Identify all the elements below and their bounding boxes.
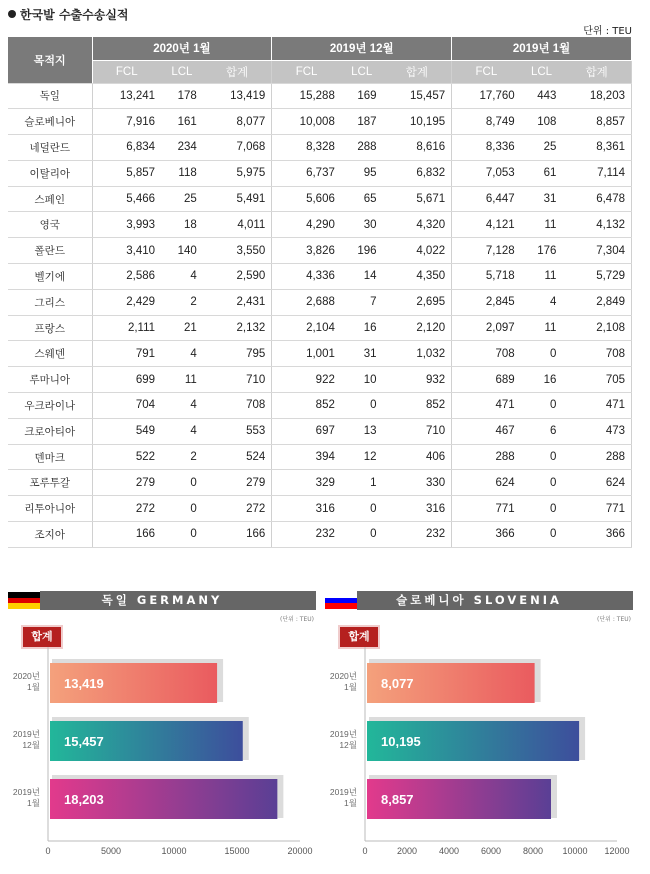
page-title-text: 한국발 수출수송실적 [20, 8, 129, 22]
x-tick-label: 8000 [522, 846, 544, 856]
table-row [8, 418, 632, 444]
value-cell: 61 [521, 160, 563, 186]
value-cell: 16 [341, 315, 383, 341]
value-cell: 2,431 [203, 289, 272, 315]
value-cell: 8,749 [452, 109, 521, 135]
table-row [8, 522, 632, 548]
table-row [8, 135, 632, 161]
value-cell: 5,729 [562, 264, 631, 290]
value-cell: 7,128 [452, 238, 521, 264]
destination-cell: 스웨덴 [8, 341, 92, 367]
value-cell: 4,121 [452, 212, 521, 238]
value-cell: 689 [452, 367, 521, 393]
value-cell: 10 [341, 367, 383, 393]
value-cell: 2 [161, 444, 203, 470]
value-cell: 2,849 [562, 289, 631, 315]
value-cell: 4,022 [383, 238, 452, 264]
value-cell: 161 [161, 109, 203, 135]
value-cell: 2,104 [272, 315, 341, 341]
table-row [8, 444, 632, 470]
export-table [8, 37, 632, 548]
table-row [8, 470, 632, 496]
value-cell: 4 [161, 264, 203, 290]
value-cell: 0 [521, 470, 563, 496]
value-cell: 288 [341, 135, 383, 161]
destination-cell: 슬로베니아 [8, 109, 92, 135]
value-cell: 4,336 [272, 264, 341, 290]
value-cell: 708 [562, 341, 631, 367]
table-row [8, 186, 632, 212]
value-cell: 279 [203, 470, 272, 496]
subheader-row [8, 60, 632, 83]
destination-cell: 독일 [8, 83, 92, 109]
destination-cell: 프랑스 [8, 315, 92, 341]
value-cell: 7,114 [562, 160, 631, 186]
subheader-lcl: LCL [341, 60, 383, 83]
value-cell: 7,304 [562, 238, 631, 264]
value-cell: 18 [161, 212, 203, 238]
value-cell: 0 [341, 496, 383, 522]
value-cell: 0 [521, 444, 563, 470]
x-tick-label: 0 [362, 846, 368, 856]
bar-value-label: 8,857 [381, 792, 414, 807]
x-tick-label: 2000 [396, 846, 418, 856]
category-label: 12월 [22, 740, 40, 750]
table-row [8, 393, 632, 419]
x-tick-label: 15000 [224, 846, 250, 856]
value-cell: 8,616 [383, 135, 452, 161]
value-cell: 4,132 [562, 212, 631, 238]
value-cell: 5,857 [92, 160, 161, 186]
value-cell: 771 [452, 496, 521, 522]
value-cell: 272 [203, 496, 272, 522]
value-cell: 624 [562, 470, 631, 496]
value-cell: 5,671 [383, 186, 452, 212]
value-cell: 795 [203, 341, 272, 367]
value-cell: 366 [452, 522, 521, 548]
total-badge: 합계 [340, 627, 378, 647]
x-tick-label: 4000 [438, 846, 460, 856]
value-cell: 2,120 [383, 315, 452, 341]
value-cell: 394 [272, 444, 341, 470]
x-tick-label: 10000 [562, 846, 588, 856]
subheader-fcl: FCL [272, 60, 341, 83]
value-cell: 11 [521, 212, 563, 238]
value-cell: 704 [92, 393, 161, 419]
value-cell: 330 [383, 470, 452, 496]
dest-header: 목적지 [8, 37, 92, 83]
value-cell: 288 [562, 444, 631, 470]
value-cell: 708 [452, 341, 521, 367]
value-cell: 852 [272, 393, 341, 419]
value-cell: 2,429 [92, 289, 161, 315]
value-cell: 6,447 [452, 186, 521, 212]
value-cell: 8,361 [562, 135, 631, 161]
value-cell: 5,718 [452, 264, 521, 290]
destination-cell: 덴마크 [8, 444, 92, 470]
value-cell: 1,032 [383, 341, 452, 367]
subheader-lcl: LCL [161, 60, 203, 83]
value-cell: 234 [161, 135, 203, 161]
value-cell: 4,350 [383, 264, 452, 290]
period-header: 2020년 1월 [92, 37, 272, 60]
value-cell: 7,053 [452, 160, 521, 186]
value-cell: 30 [341, 212, 383, 238]
table-row [8, 264, 632, 290]
value-cell: 187 [341, 109, 383, 135]
value-cell: 852 [383, 393, 452, 419]
value-cell: 279 [92, 470, 161, 496]
value-cell: 16 [521, 367, 563, 393]
chart-unit: (단위 : TEU) [280, 616, 314, 623]
chart-unit: (단위 : TEU) [597, 616, 631, 623]
period-header: 2019년 1월 [452, 37, 632, 60]
table-row [8, 212, 632, 238]
value-cell: 232 [383, 522, 452, 548]
value-cell: 0 [341, 393, 383, 419]
table-row [8, 496, 632, 522]
x-tick-label: 0 [45, 846, 51, 856]
bar-value-label: 8,077 [381, 676, 414, 691]
value-cell: 710 [383, 418, 452, 444]
value-cell: 21 [161, 315, 203, 341]
value-cell: 95 [341, 160, 383, 186]
value-cell: 178 [161, 83, 203, 109]
value-cell: 2,132 [203, 315, 272, 341]
table-row [8, 160, 632, 186]
chart-title: 슬로베니아 SLOVENIA [325, 591, 633, 610]
value-cell: 329 [272, 470, 341, 496]
chart-title: 독일 GERMANY [8, 591, 316, 610]
value-cell: 2,590 [203, 264, 272, 290]
x-tick-label: 12000 [604, 846, 630, 856]
value-cell: 791 [92, 341, 161, 367]
value-cell: 1,001 [272, 341, 341, 367]
value-cell: 6,834 [92, 135, 161, 161]
bar-value-label: 18,203 [64, 792, 104, 807]
x-tick-label: 6000 [480, 846, 502, 856]
subheader-합계: 합계 [203, 60, 272, 83]
value-cell: 13,419 [203, 83, 272, 109]
value-cell: 8,328 [272, 135, 341, 161]
value-cell: 169 [341, 83, 383, 109]
value-cell: 5,466 [92, 186, 161, 212]
subheader-합계: 합계 [383, 60, 452, 83]
value-cell: 932 [383, 367, 452, 393]
value-cell: 316 [383, 496, 452, 522]
table-row [8, 289, 632, 315]
value-cell: 522 [92, 444, 161, 470]
subheader-lcl: LCL [521, 60, 563, 83]
category-label: 2020년 [329, 671, 357, 681]
value-cell: 2,845 [452, 289, 521, 315]
category-label: 2019년 [12, 729, 40, 739]
value-cell: 0 [161, 496, 203, 522]
value-cell: 4,011 [203, 212, 272, 238]
value-cell: 2,111 [92, 315, 161, 341]
value-cell: 553 [203, 418, 272, 444]
value-cell: 0 [521, 341, 563, 367]
slovenia-panel [325, 591, 633, 871]
destination-cell: 네덜란드 [8, 135, 92, 161]
value-cell: 4 [161, 341, 203, 367]
value-cell: 12 [341, 444, 383, 470]
slovenia-flag-icon [325, 591, 357, 610]
value-cell: 1 [341, 470, 383, 496]
value-cell: 3,410 [92, 238, 161, 264]
value-cell: 2,695 [383, 289, 452, 315]
value-cell: 471 [452, 393, 521, 419]
value-cell: 25 [521, 135, 563, 161]
value-cell: 7,916 [92, 109, 161, 135]
table-row [8, 83, 632, 109]
value-cell: 5,491 [203, 186, 272, 212]
table-body [8, 83, 632, 547]
category-label: 1월 [344, 798, 357, 808]
value-cell: 0 [341, 522, 383, 548]
value-cell: 7 [341, 289, 383, 315]
value-cell: 443 [521, 83, 563, 109]
value-cell: 4 [521, 289, 563, 315]
value-cell: 140 [161, 238, 203, 264]
destination-cell: 조지아 [8, 522, 92, 548]
value-cell: 14 [341, 264, 383, 290]
value-cell: 8,077 [203, 109, 272, 135]
value-cell: 232 [272, 522, 341, 548]
value-cell: 2,108 [562, 315, 631, 341]
value-cell: 6,478 [562, 186, 631, 212]
value-cell: 366 [562, 522, 631, 548]
value-cell: 4 [161, 418, 203, 444]
bullet-icon [8, 10, 16, 18]
value-cell: 316 [272, 496, 341, 522]
destination-cell: 스페인 [8, 186, 92, 212]
destination-cell: 리투아니아 [8, 496, 92, 522]
value-cell: 708 [203, 393, 272, 419]
value-cell: 922 [272, 367, 341, 393]
value-cell: 17,760 [452, 83, 521, 109]
value-cell: 65 [341, 186, 383, 212]
value-cell: 705 [562, 367, 631, 393]
destination-cell: 포루투갈 [8, 470, 92, 496]
value-cell: 0 [521, 496, 563, 522]
value-cell: 771 [562, 496, 631, 522]
value-cell: 697 [272, 418, 341, 444]
unit-label: 단위 : TEU [583, 26, 632, 37]
value-cell: 31 [341, 341, 383, 367]
table-row [8, 367, 632, 393]
value-cell: 524 [203, 444, 272, 470]
value-cell: 473 [562, 418, 631, 444]
value-cell: 11 [521, 264, 563, 290]
table-row [8, 238, 632, 264]
destination-cell: 크로아티아 [8, 418, 92, 444]
germany-panel [8, 591, 316, 871]
destination-cell: 영국 [8, 212, 92, 238]
value-cell: 2,097 [452, 315, 521, 341]
value-cell: 11 [161, 367, 203, 393]
value-cell: 2 [161, 289, 203, 315]
value-cell: 15,457 [383, 83, 452, 109]
value-cell: 467 [452, 418, 521, 444]
category-label: 2020년 [12, 671, 40, 681]
category-label: 1월 [27, 682, 40, 692]
value-cell: 699 [92, 367, 161, 393]
value-cell: 710 [203, 367, 272, 393]
destination-cell: 폴란드 [8, 238, 92, 264]
category-label: 1월 [344, 682, 357, 692]
value-cell: 7,068 [203, 135, 272, 161]
value-cell: 0 [161, 470, 203, 496]
value-cell: 4,320 [383, 212, 452, 238]
subheader-fcl: FCL [92, 60, 161, 83]
value-cell: 15,288 [272, 83, 341, 109]
value-cell: 25 [161, 186, 203, 212]
value-cell: 11 [521, 315, 563, 341]
value-cell: 549 [92, 418, 161, 444]
value-cell: 196 [341, 238, 383, 264]
destination-cell: 우크라이나 [8, 393, 92, 419]
value-cell: 6,737 [272, 160, 341, 186]
value-cell: 6 [521, 418, 563, 444]
value-cell: 3,826 [272, 238, 341, 264]
category-label: 1월 [27, 798, 40, 808]
value-cell: 272 [92, 496, 161, 522]
value-cell: 10,008 [272, 109, 341, 135]
subheader-합계: 합계 [562, 60, 631, 83]
value-cell: 4 [161, 393, 203, 419]
value-cell: 3,550 [203, 238, 272, 264]
value-cell: 8,336 [452, 135, 521, 161]
value-cell: 6,832 [383, 160, 452, 186]
germany-flag-icon [8, 591, 40, 610]
bar-value-label: 15,457 [64, 734, 104, 749]
value-cell: 471 [562, 393, 631, 419]
slovenia-bar-chart [325, 647, 633, 871]
category-label: 2019년 [329, 787, 357, 797]
value-cell: 0 [161, 522, 203, 548]
value-cell: 406 [383, 444, 452, 470]
value-cell: 2,688 [272, 289, 341, 315]
x-tick-label: 5000 [100, 846, 122, 856]
value-cell: 166 [92, 522, 161, 548]
germany-bar-chart [8, 647, 316, 871]
value-cell: 13,241 [92, 83, 161, 109]
value-cell: 10,195 [383, 109, 452, 135]
period-header: 2019년 12월 [272, 37, 452, 60]
value-cell: 166 [203, 522, 272, 548]
x-tick-label: 10000 [161, 846, 187, 856]
page-title [8, 6, 129, 23]
table-row [8, 109, 632, 135]
value-cell: 176 [521, 238, 563, 264]
destination-cell: 루마니아 [8, 367, 92, 393]
destination-cell: 벨기에 [8, 264, 92, 290]
value-cell: 5,606 [272, 186, 341, 212]
value-cell: 8,857 [562, 109, 631, 135]
value-cell: 0 [521, 393, 563, 419]
total-badge: 합계 [23, 627, 61, 647]
bar-value-label: 13,419 [64, 676, 104, 691]
value-cell: 18,203 [562, 83, 631, 109]
value-cell: 4,290 [272, 212, 341, 238]
value-cell: 5,975 [203, 160, 272, 186]
category-label: 12월 [339, 740, 357, 750]
value-cell: 3,993 [92, 212, 161, 238]
value-cell: 0 [521, 522, 563, 548]
value-cell: 118 [161, 160, 203, 186]
value-cell: 2,586 [92, 264, 161, 290]
category-label: 2019년 [12, 787, 40, 797]
destination-cell: 이탈리아 [8, 160, 92, 186]
value-cell: 624 [452, 470, 521, 496]
x-tick-label: 20000 [287, 846, 313, 856]
table-row [8, 315, 632, 341]
value-cell: 31 [521, 186, 563, 212]
bar-value-label: 10,195 [381, 734, 421, 749]
value-cell: 13 [341, 418, 383, 444]
value-cell: 108 [521, 109, 563, 135]
destination-cell: 그리스 [8, 289, 92, 315]
category-label: 2019년 [329, 729, 357, 739]
table-row [8, 341, 632, 367]
subheader-fcl: FCL [452, 60, 521, 83]
value-cell: 288 [452, 444, 521, 470]
